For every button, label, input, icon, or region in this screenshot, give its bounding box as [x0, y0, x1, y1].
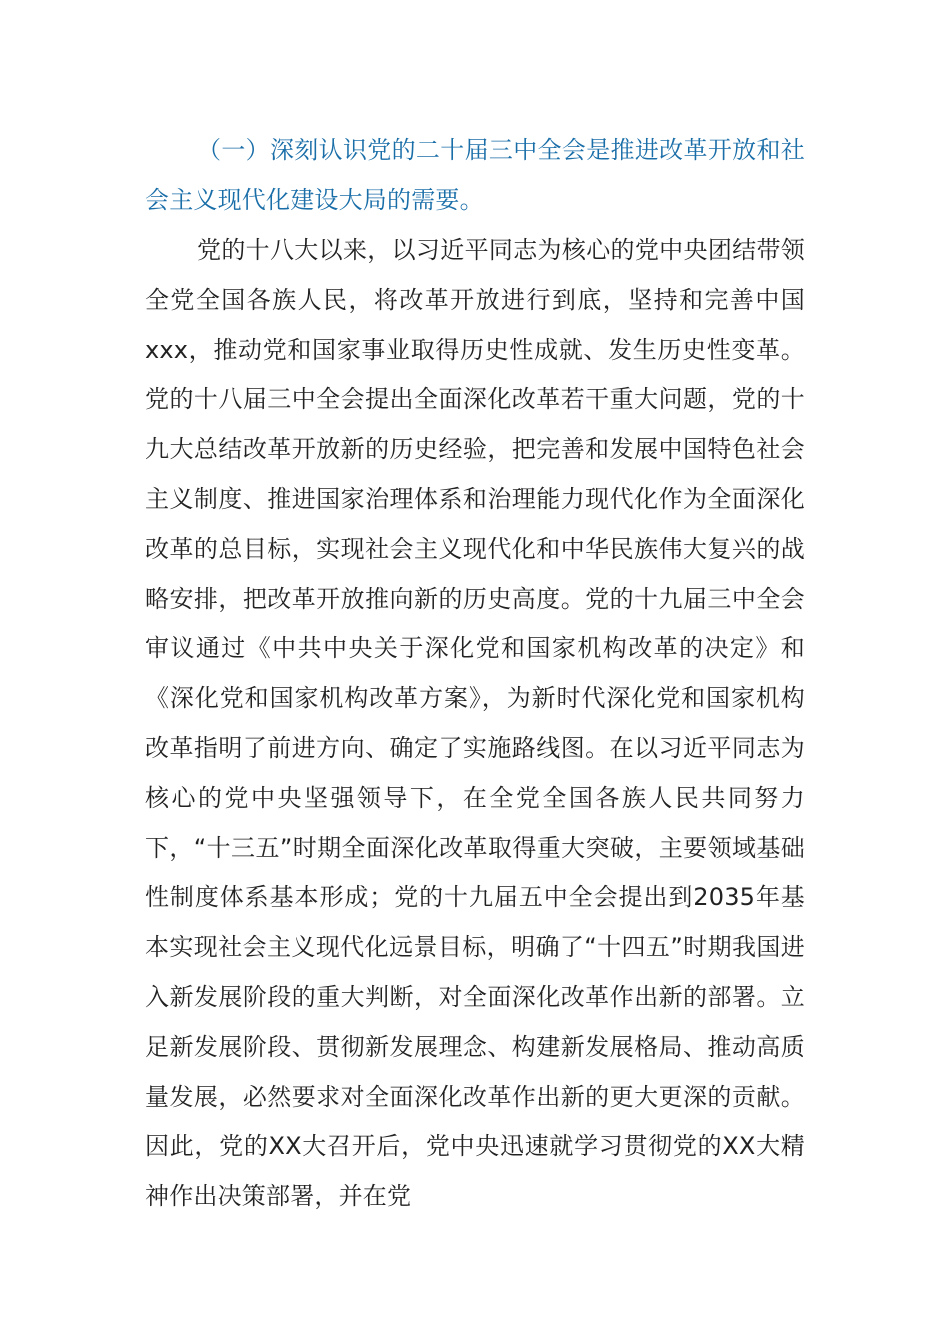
- section-heading: （一）深刻认识党的二十届三中全会是推进改革开放和社会主义现代化建设大局的需要。: [145, 136, 805, 214]
- body-paragraph: 党的十八大以来，以习近平同志为核心的党中央团结带领全党全国各族人民，将改革开放进行到底，坚持和完善中国xxx，推动党和国家事业取得历史性成就、发生历史性变革。党的十八届三中全会提出全面深化改革若干重大问题，党的十九大总结改革开放新的历史经验，把完善和发展中国特色社会主义制度、推进国家治理体系和治理能力现代化作为全面深化改革的总目标，实现社会主义现代化和中华民族伟大复兴的战略安排，把改革开放推向新的历史高度。党的十九届三中全会审议通过《中共中央关于深化党和国家机构改革的决定》和《深化党和国家机构改革方案》，为新时代深化党和国家机构改革指明了前进方向、确定了实施路线图。在以习近平同志为核心的党中央坚强领导下，在全党全国各族人民共同努力下，“十三五”时期全面深化改革取得重大突破，主要领域基础性制度体系基本形成；党的十九届五中全会提出到2035年基本实现社会主义现代化远景目标，明确了“十四五”时期我国进入新发展阶段的重大判断，对全面深化改革作出新的部署。立足新发展阶段、贯彻新发展理念、构建新发展格局、推动高质量发展，必然要求对全面深化改革作出新的更大更深的贡献。因此，党的XX大召开后，党中央迅速就学习贯彻党的XX大精神作出决策部署，并在党: [145, 236, 805, 1211]
